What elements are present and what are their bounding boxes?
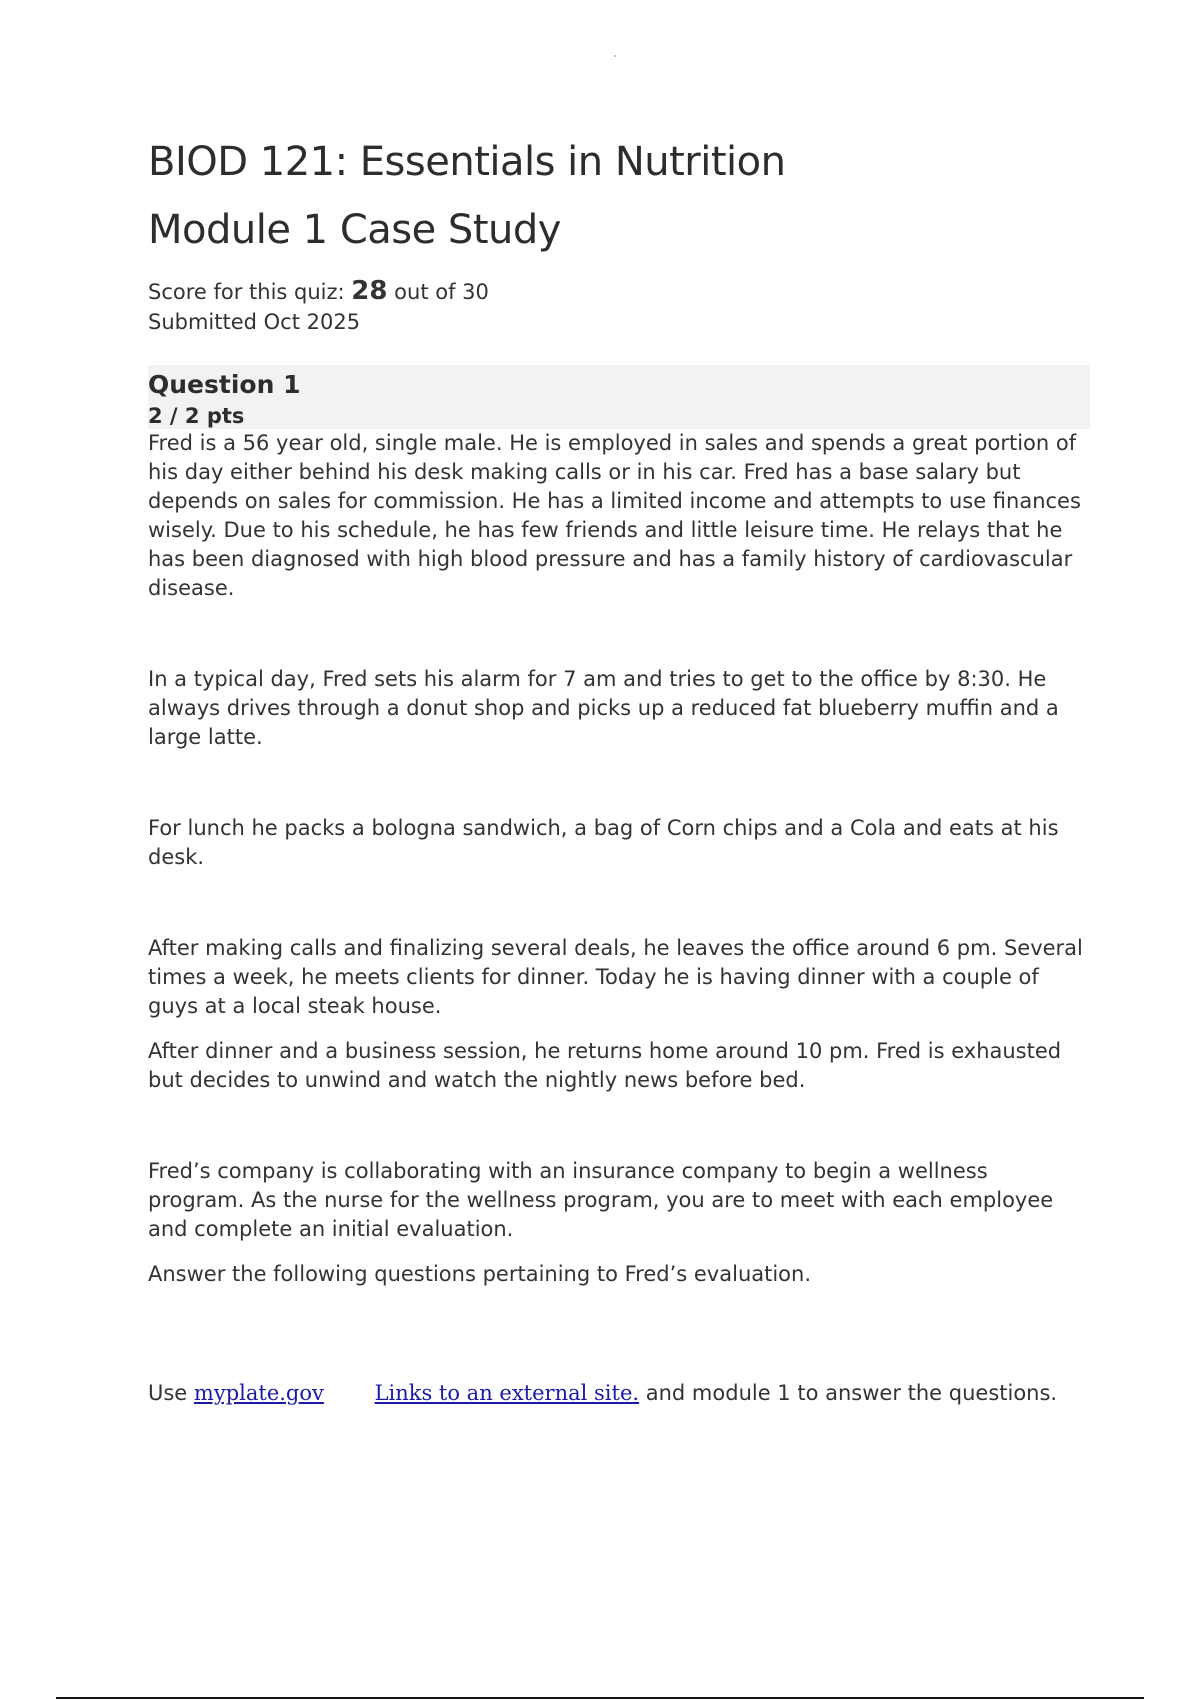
paragraph-evening: After making calls and finalizing several deals, he leaves the office around 6 pm. Several times a week, he meets clients for dinner. Today he is having dinner with a couple of guys at a local steak house. [148, 936, 1083, 1018]
scan-dot [614, 55, 616, 57]
myplate-link[interactable]: myplate.gov [193, 1381, 324, 1405]
bottom-divider [56, 1697, 1144, 1699]
external-site-link[interactable]: Links to an external site. [374, 1381, 640, 1405]
quiz-page [148, 128, 1090, 1408]
score-label: Score for this quiz: [148, 280, 345, 304]
score-line [148, 276, 1090, 307]
paragraph-use-links [148, 1379, 1090, 1408]
quiz-meta [148, 276, 1090, 337]
use-prefix: Use [148, 1381, 188, 1405]
paragraph-morning: In a typical day, Fred sets his alarm for 7 am and tries to get to the office by 8:30. He always drives through a donut shop and picks up a reduced fat blueberry muffin and a large latte. [148, 667, 1059, 749]
question-points: 2 / 2 pts [148, 404, 245, 428]
score-value: 28 [351, 276, 388, 306]
question-header [148, 365, 1090, 429]
paragraph-after-dinner: After dinner and a business session, he returns home around 10 pm. Fred is exhausted but decides to unwind and watch the nightly news before bed. [148, 1039, 1062, 1092]
paragraph-lunch: For lunch he packs a bologna sandwich, a bag of Corn chips and a Cola and eats at his desk. [148, 816, 1059, 869]
paragraph-instruction: Answer the following questions pertaining to Fred’s evaluation. [148, 1262, 812, 1286]
question-body [148, 429, 1090, 1408]
quiz-title: Module 1 Case Study [148, 207, 561, 253]
score-total: out of 30 [394, 280, 489, 304]
use-suffix: and module 1 to answer the questions. [645, 1381, 1058, 1405]
question-title: Question 1 [148, 370, 301, 399]
paragraph-intro: Fred is a 56 year old, single male. He is employed in sales and spends a great portion of his day either behind his desk making calls or in his car. Fred has a base salary but depends on sales for commission. He has a limited income and attempts to use finances wisely. Due to his schedule, he has few friends and little leisure time. He relays that he has been diagnosed with high blood pressure and has a family history of cardiovascular disease. [148, 431, 1081, 600]
paragraph-company: Fred’s company is collaborating with an insurance company to begin a wellness program. As the nurse for the wellness program, you are to meet with each employee and complete an initial evaluation. [148, 1159, 1054, 1241]
submitted-date: Submitted Oct 2025 [148, 310, 361, 334]
course-title: BIOD 121: Essentials in Nutrition [148, 139, 786, 185]
